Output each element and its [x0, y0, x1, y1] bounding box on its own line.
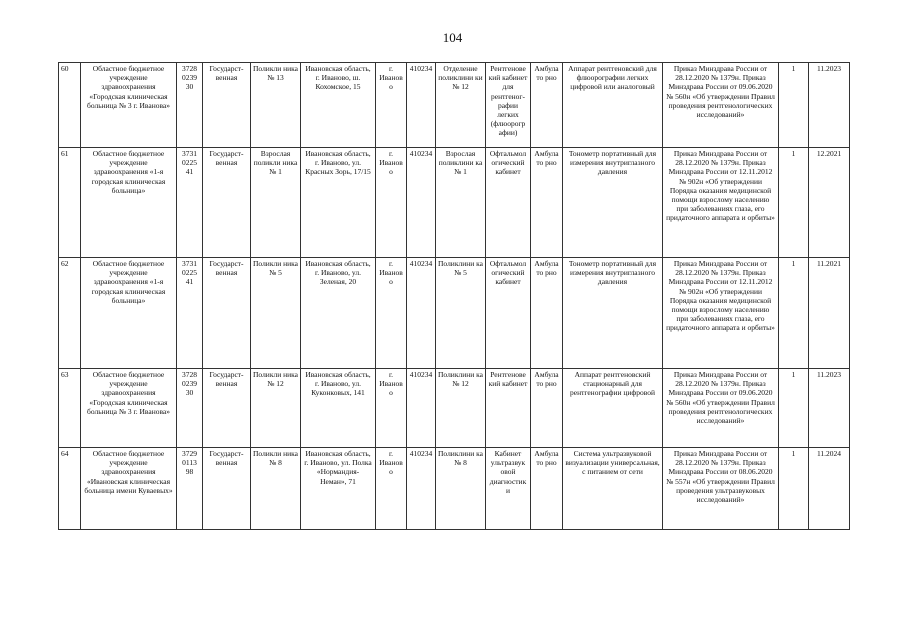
equipment-cell: Аппарат рентгеновский стационарный для рентгенографии цифровой — [563, 369, 663, 448]
room-cell: Офтальмол огический кабинет — [486, 148, 531, 258]
organization-cell: Областное бюджетное учреждение здравоохранения «1-я городская клиническая больница» — [81, 258, 177, 369]
row-number-cell: 61 — [59, 148, 81, 258]
page-number: 104 — [442, 30, 463, 45]
equipment-cell: Тонометр портативный для измерения внутриглазного давления — [563, 148, 663, 258]
city-cell: г. Иваново — [376, 448, 407, 530]
equipment-cell: Тонометр портативный для измерения внутриглазного давления — [563, 258, 663, 369]
address-cell: Ивановская область, г. Иваново, ул. Куконковых, 141 — [301, 369, 376, 448]
postcode-cell: 410234 — [407, 258, 436, 369]
address-cell: Ивановская область, г. Иваново, ул. Зеленая, 20 — [301, 258, 376, 369]
date-cell: 11.2021 — [809, 258, 850, 369]
unit-cell: Поликли ника № 5 — [251, 258, 301, 369]
basis-cell: Приказ Минздрава России от 28.12.2020 № 1379н. Приказ Минздрава России от 12.11.2012 № 902н «Об утверждении Порядка оказания медицинской помощи взрослому населению при заболеваниях глаза, его придаточного аппарата и орбиты» — [663, 258, 779, 369]
postcode-cell: 410234 — [407, 63, 436, 148]
basis-cell: Приказ Минздрава России от 28.12.2020 № 1379н. Приказ Минздрава России от 08.06.2020 № 557н «Об утверждении Правил проведения ультразвуковых исследований» — [663, 448, 779, 530]
room-cell: Рентгенове кий кабинет — [486, 369, 531, 448]
care-type-cell: Амбулато рно — [531, 369, 563, 448]
table-row — [59, 369, 850, 448]
organization-cell: Областное бюджетное учреждение здравоохранения «Городская клиническая больница № 3 г. Иванова» — [81, 63, 177, 148]
quantity-cell: 1 — [779, 369, 809, 448]
equipment-table — [58, 62, 850, 530]
equipment-cell: Аппарат рентгеновский для флюорографии легких цифровой или аналоговый — [563, 63, 663, 148]
ownership-cell: Государст- венная — [203, 448, 251, 530]
row-number-cell: 60 — [59, 63, 81, 148]
postcode-cell: 410234 — [407, 148, 436, 258]
row-number-cell: 64 — [59, 448, 81, 530]
organization-cell: Областное бюджетное учреждение здравоохранения «1-я городская клиническая больница» — [81, 148, 177, 258]
date-cell: 11.2023 — [809, 369, 850, 448]
ownership-cell: Государст- венная — [203, 63, 251, 148]
address-cell: Ивановская область, г. Иваново, ул. Полка «Нормандия- Неман», 71 — [301, 448, 376, 530]
postcode-cell: 410234 — [407, 448, 436, 530]
organization-cell: Областное бюджетное учреждение здравоохранения «Ивановская клиническая больница имени Куваевых» — [81, 448, 177, 530]
unit-cell: Поликли ника № 13 — [251, 63, 301, 148]
ownership-cell: Государст- венная — [203, 258, 251, 369]
basis-cell: Приказ Минздрава России от 28.12.2020 № 1379н. Приказ Минздрава России от 12.11.2012 № 902н «Об утверждении Порядка оказания медицинской помощи взрослому населению при заболеваниях глаза, его придаточного аппарата и орбиты» — [663, 148, 779, 258]
unit-cell: Поликли ника № 8 — [251, 448, 301, 530]
city-cell: г. Иваново — [376, 148, 407, 258]
city-cell: г. Иваново — [376, 258, 407, 369]
department-cell: Отделение поликлини ки № 12 — [436, 63, 486, 148]
department-cell: Поликлини ка № 8 — [436, 448, 486, 530]
table-row — [59, 63, 850, 148]
quantity-cell: 1 — [779, 148, 809, 258]
city-cell: г. Иваново — [376, 63, 407, 148]
organization-cell: Областное бюджетное учреждение здравоохранения «Городская клиническая больница № 3 г. Иванова» — [81, 369, 177, 448]
room-cell: Кабинет ультразвук овой диагностик и — [486, 448, 531, 530]
inn-cell: 3731 0225 41 — [177, 148, 203, 258]
basis-cell: Приказ Минздрава России от 28.12.2020 № 1379н. Приказ Минздрава России от 09.06.2020 № 560н «Об утверждении Правил проведения рентгенологических исследований» — [663, 63, 779, 148]
ownership-cell: Государст- венная — [203, 369, 251, 448]
table-row — [59, 258, 850, 369]
quantity-cell: 1 — [779, 258, 809, 369]
inn-cell: 3728 0239 30 — [177, 369, 203, 448]
room-cell: Офтальмол огический кабинет — [486, 258, 531, 369]
care-type-cell: Амбулато рно — [531, 448, 563, 530]
unit-cell: Поликли ника № 12 — [251, 369, 301, 448]
address-cell: Ивановская область, г. Иваново, ул. Красных Зорь, 17/15 — [301, 148, 376, 258]
department-cell: Поликлини ка № 12 — [436, 369, 486, 448]
care-type-cell: Амбулато рно — [531, 258, 563, 369]
inn-cell: 3728 0239 30 — [177, 63, 203, 148]
department-cell: Взрослая поликлини ка № 1 — [436, 148, 486, 258]
table-row — [59, 448, 850, 530]
inn-cell: 3729 0113 98 — [177, 448, 203, 530]
equipment-cell: Система ультразвуковой визуализации универсальная, с питанием от сети — [563, 448, 663, 530]
row-number-cell: 62 — [59, 258, 81, 369]
department-cell: Поликлини ка № 5 — [436, 258, 486, 369]
basis-cell: Приказ Минздрава России от 28.12.2020 № 1379н. Приказ Минздрава России от 09.06.2020 № 560н «Об утверждении Правил проведения рентгенологических исследований» — [663, 369, 779, 448]
address-cell: Ивановская область, г. Иваново, ш. Кохомское, 15 — [301, 63, 376, 148]
inn-cell: 3731 0225 41 — [177, 258, 203, 369]
care-type-cell: Амбулато рно — [531, 63, 563, 148]
table-row — [59, 148, 850, 258]
quantity-cell: 1 — [779, 448, 809, 530]
care-type-cell: Амбулато рно — [531, 148, 563, 258]
quantity-cell: 1 — [779, 63, 809, 148]
date-cell: 11.2023 — [809, 63, 850, 148]
date-cell: 11.2024 — [809, 448, 850, 530]
row-number-cell: 63 — [59, 369, 81, 448]
postcode-cell: 410234 — [407, 369, 436, 448]
city-cell: г. Иваново — [376, 369, 407, 448]
room-cell: Рентгенове кий кабинет для рентгеног- рафии легких (флюорогр афии) — [486, 63, 531, 148]
ownership-cell: Государст- венная — [203, 148, 251, 258]
unit-cell: Взрослая поликли ника № 1 — [251, 148, 301, 258]
date-cell: 12.2021 — [809, 148, 850, 258]
